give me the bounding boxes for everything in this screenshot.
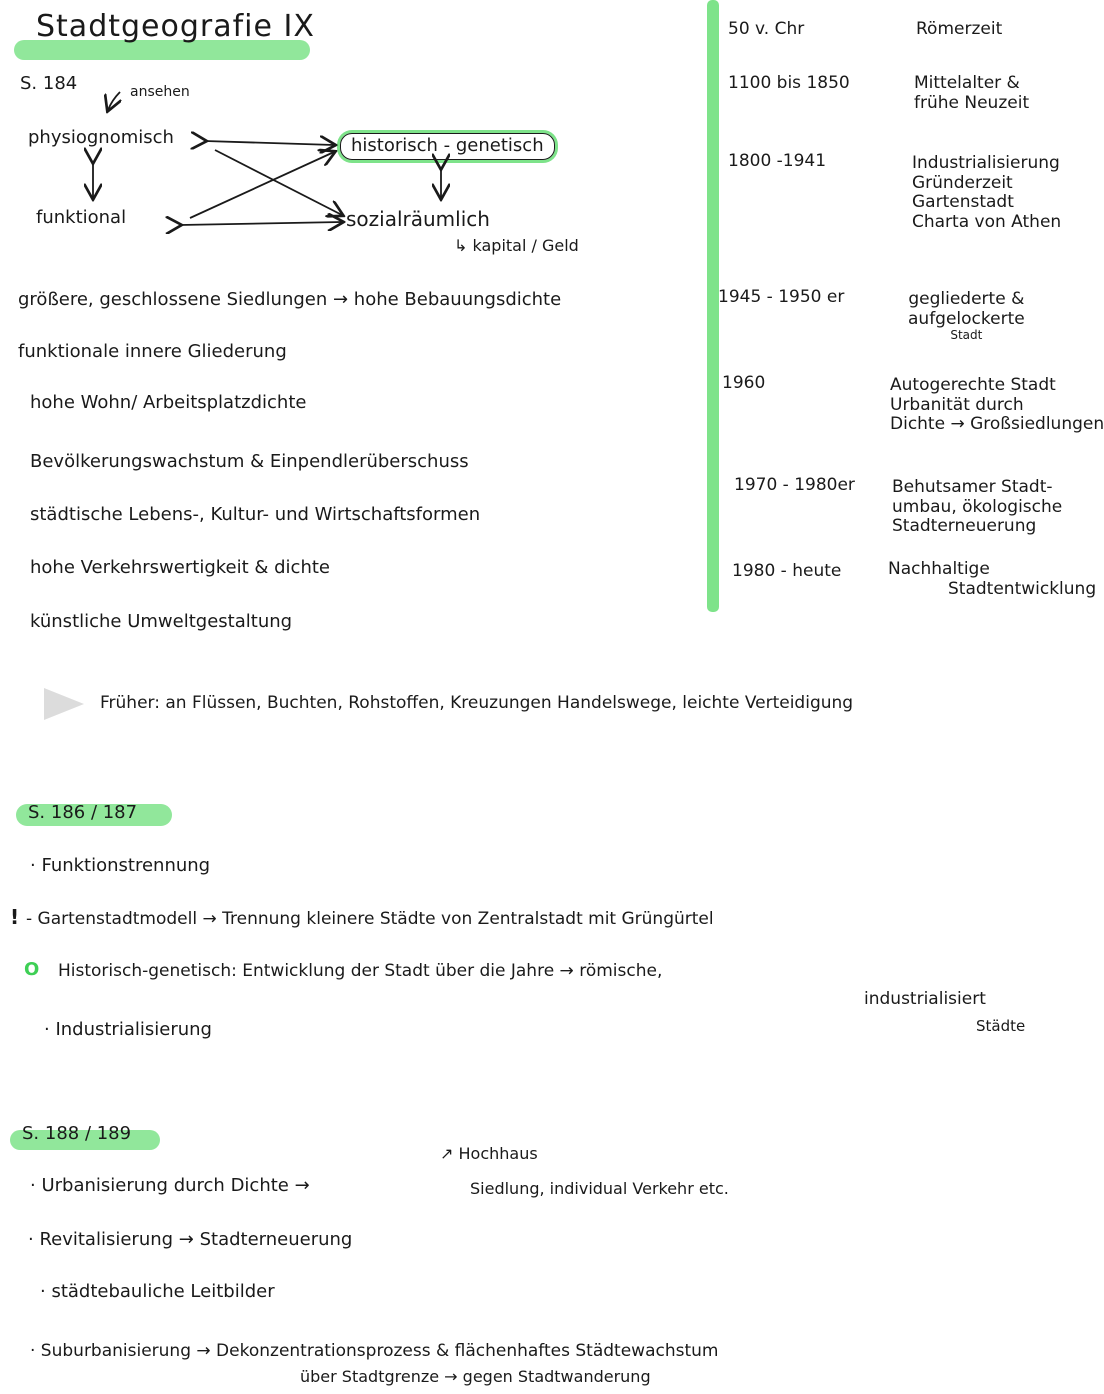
funktionstrennung: · Funktionstrennung (30, 855, 211, 876)
label-sozialraeumlich: sozialräumlich (346, 207, 490, 231)
historisch-note-2: industrialisiert (864, 989, 986, 1009)
hochhaus-note: ↗ Hochhaus (440, 1144, 538, 1163)
section3-page-ref: S. 188 / 189 (22, 1123, 132, 1144)
timeline-period-5: 1970 - 1980er (734, 475, 855, 495)
timeline-period-0: 50 v. Chr (728, 19, 805, 39)
label-kapital: ↳ kapital / Geld (454, 236, 579, 255)
timeline-period-3: 1945 - 1950 er (718, 287, 845, 307)
bullet-6: hohe Verkehrswertigkeit & dichte (30, 557, 330, 578)
bullet-7: künstliche Umweltgestaltung (30, 611, 293, 632)
suburbanisierung: · Suburbanisierung → Dekonzentrationsprozess & flächenhaftes Städtewachstum (30, 1341, 719, 1361)
gartenstadt-note: - Gartenstadtmodell → Trennung kleinere Städte von Zentralstadt mit Grüngürtel (26, 909, 714, 929)
timeline-period-1: 1100 bis 1850 (728, 73, 850, 93)
section1-page-ref: S. 184 (20, 73, 78, 94)
label-funktional: funktional (36, 207, 127, 228)
label-historisch-genetisch: historisch - genetisch (340, 133, 555, 160)
label-physiognomisch: physiognomisch (28, 127, 174, 148)
historisch-mark: O (24, 959, 40, 980)
timeline-label-6: Nachhaltige Stadtentwicklung (888, 559, 1097, 599)
leitbilder: · städtebauliche Leitbilder (40, 1281, 275, 1302)
bullet-3: hohe Wohn/ Arbeitsplatzdichte (30, 392, 307, 413)
bullet-2: funktionale innere Gliederung (18, 341, 287, 362)
timeline-label-1: Mittelalter & frühe Neuzeit (914, 73, 1030, 113)
timeline-period-2: 1800 -1941 (728, 151, 827, 171)
siedlung-note: Siedlung, individual Verkehr etc. (470, 1179, 729, 1198)
timeline-label-2: Industrialisierung Gründerzeit Gartenstadt Charta von Athen (912, 153, 1062, 232)
revitalisierung: · Revitalisierung → Stadterneuerung (28, 1229, 353, 1250)
bullet-5: städtische Lebens-, Kultur- und Wirtschaftsformen (30, 504, 481, 525)
timeline-label-4: Autogerechte Stadt Urbanität durch Dichte → Großsiedlungen (890, 375, 1104, 435)
frueher-note: Früher: an Flüssen, Buchten, Rohstoffen, Kreuzungen Handelswege, leichte Verteidigung (100, 693, 854, 713)
timeline-label-3: gegliederte & aufgelockerte Stadt (908, 289, 1025, 343)
gartenstadt-mark: ! (10, 905, 20, 929)
suburbanisierung-2: über Stadtgrenze → gegen Stadtwanderung (300, 1367, 651, 1386)
timeline-period-4: 1960 (722, 373, 766, 393)
section2-page-ref: S. 186 / 187 (28, 802, 138, 823)
triangle-marker-icon (40, 684, 88, 724)
page-title: Stadtgeografie IX (36, 9, 315, 44)
bullet-1: größere, geschlossene Siedlungen → hohe Bebauungsdichte (18, 289, 562, 310)
urbanisierung: · Urbanisierung durch Dichte → (30, 1175, 310, 1196)
historisch-note: Historisch-genetisch: Entwicklung der Stadt über die Jahre → römische, (58, 961, 663, 981)
bullet-4: Bevölkerungswachstum & Einpendlerüberschuss (30, 451, 469, 472)
timeline-label-5: Behutsamer Stadt- umbau, ökologische Stadterneuerung (892, 477, 1063, 537)
section1-sub-note: ansehen (130, 84, 190, 100)
industrialisierung: · Industrialisierung (44, 1019, 212, 1040)
historisch-note-3: Städte (976, 1017, 1026, 1035)
timeline-label-0: Römerzeit (916, 19, 1003, 39)
timeline-period-6: 1980 - heute (732, 561, 842, 581)
